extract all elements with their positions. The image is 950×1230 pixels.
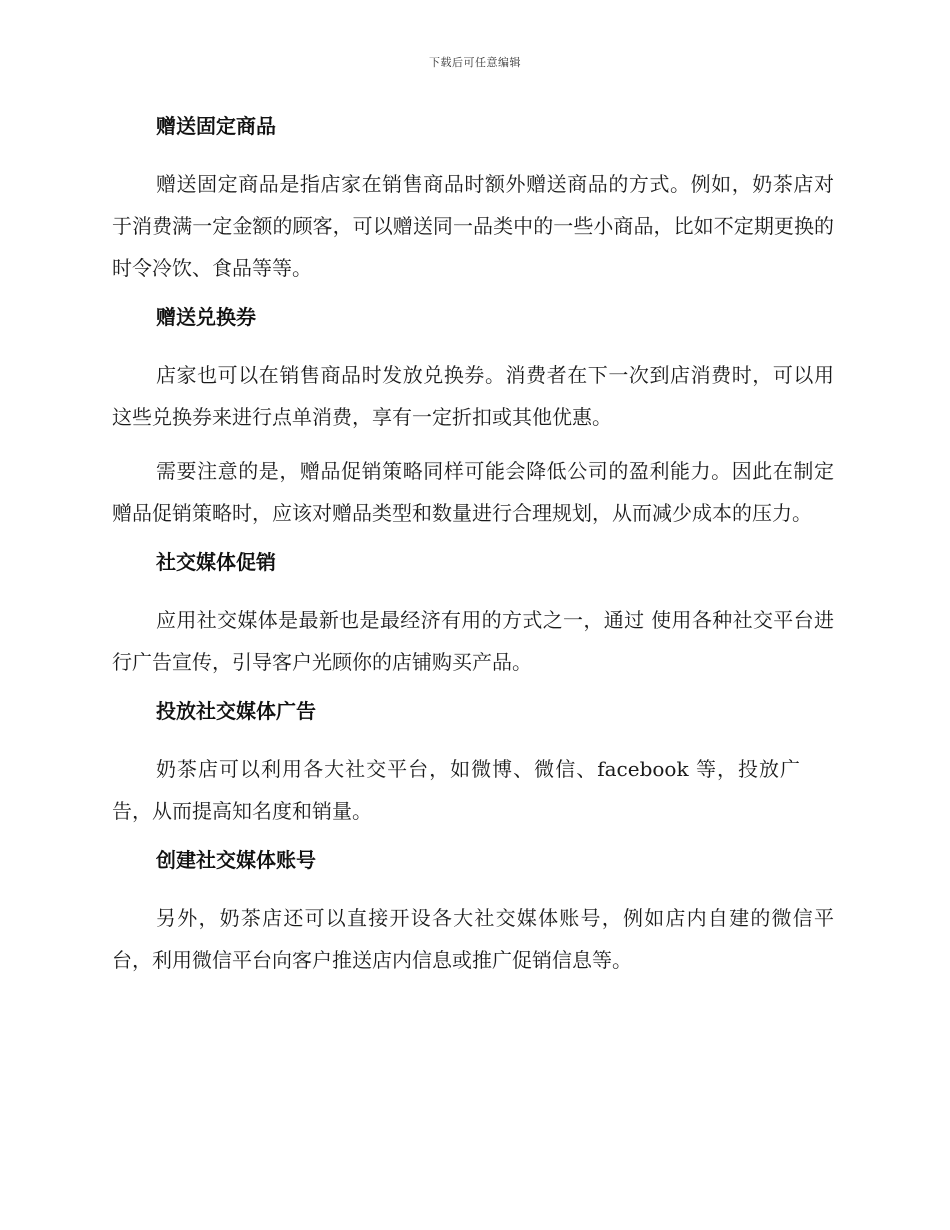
section-heading-gift-fixed: 赠送固定商品 bbox=[156, 114, 276, 138]
paragraph-social-ads: 奶茶店可以利用各大社交平台，如微博、微信、facebook 等，投放广告，从而提高知名度和销量。 bbox=[112, 757, 800, 823]
header-note: 下载后可任意编辑 bbox=[429, 56, 521, 69]
section-heading-social-account: 创建社交媒体账号 bbox=[156, 848, 316, 872]
section-heading-social-promo: 社交媒体促销 bbox=[156, 550, 276, 574]
section-heading-gift-voucher: 赠送兑换券 bbox=[156, 305, 256, 329]
paragraph-social-promo: 应用社交媒体是最新也是最经济有用的方式之一，通过 使用各种社交平台进行广告宣传，引导客户光顾你的店铺购买产品。 bbox=[112, 608, 834, 674]
paragraph-social-account: 另外，奶茶店还可以直接开设各大社交媒体账号，例如店内自建的微信平台，利用微信平台向客户推送店内信息或推广促销信息等。 bbox=[112, 906, 834, 972]
paragraph-gift-voucher: 店家也可以在销售商品时发放兑换券。消费者在下一次到店消费时，可以用这些兑换券来进行点单消费，享有一定折扣或其他优惠。 bbox=[112, 363, 834, 429]
paragraph-gift-note: 需要注意的是，赠品促销策略同样可能会降低公司的盈利能力。因此在制定赠品促销策略时，应该对赠品类型和数量进行合理规划，从而减少成本的压力。 bbox=[112, 459, 834, 525]
document-body bbox=[112, 110, 834, 993]
paragraph-gift-fixed: 赠送固定商品是指店家在销售商品时额外赠送商品的方式。例如，奶茶店对于消费满一定金额的顾客，可以赠送同一品类中的一些小商品，比如不定期更换的时令冷饮、食品等等。 bbox=[112, 172, 834, 280]
section-heading-social-ads: 投放社交媒体广告 bbox=[156, 699, 316, 723]
